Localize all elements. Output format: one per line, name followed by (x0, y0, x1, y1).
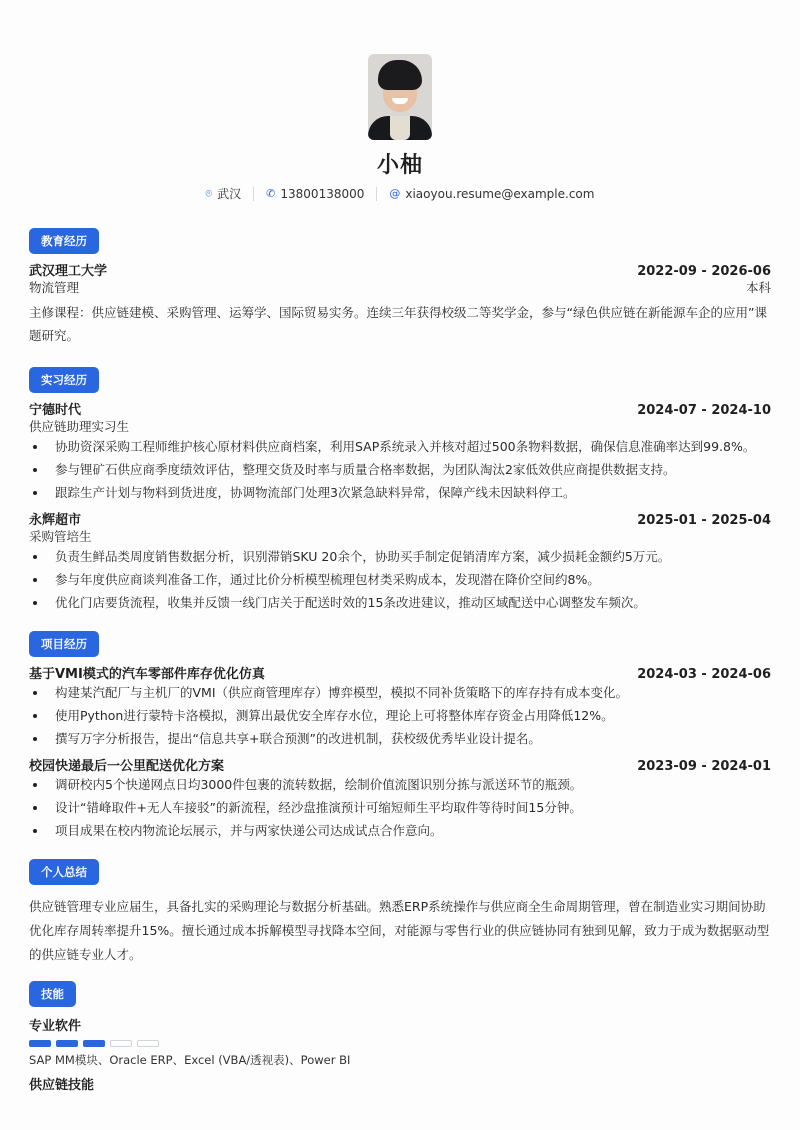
skills-section (29, 967, 771, 1093)
internship-date: 2025-01 - 2025-04 (637, 513, 771, 528)
phone-text: 13800138000 (280, 186, 365, 201)
bullet-item: 负责生鲜品类周度销售数据分析，识别滞销SKU 20余个，协助买手制定促销清库方案，减少损耗金额约5万元。 (29, 548, 771, 565)
skill-level-empty (137, 1040, 159, 1047)
skill-entry (29, 1015, 771, 1068)
email-text: xiaoyou.resume@example.com (405, 186, 595, 201)
bullet-item: 优化门店要货流程，收集并反馈一线门店关于配送时效的15条改进建议，推动区域配送中心调整发车频次。 (29, 594, 771, 611)
contact-location (206, 185, 242, 202)
bullet-item: 参与年度供应商谈判准备工作，通过比价分析模型梳理包材类采购成本，发现潜在降价空间约8%。 (29, 571, 771, 588)
skill-level-empty (110, 1040, 132, 1047)
bullet-item: 参与锂矿石供应商季度绩效评估，整理交货及时率与质量合格率数据，为团队淘汰2家低效供应商提供数据支持。 (29, 461, 771, 478)
bullet-list (29, 438, 771, 501)
bullet-item: 构建某汽配厂与主机厂的VMI（供应商管理库存）博弈模型，模拟不同补货策略下的库存持有成本变化。 (29, 684, 771, 701)
bullet-item: 撰写万字分析报告，提出“信息共享+联合预测”的改进机制，获校级优秀毕业设计提名。 (29, 730, 771, 747)
bullet-item: 项目成果在校内物流论坛展示，并与两家快递公司达成试点合作意向。 (29, 822, 771, 839)
skill-level-bars (29, 1040, 771, 1047)
education-date: 2022-09 - 2026-06 (637, 264, 771, 279)
project-date: 2024-03 - 2024-06 (637, 667, 771, 682)
skill-level-filled (29, 1040, 51, 1047)
section-title-projects: 项目经历 (29, 631, 99, 657)
project-name: 校园快递最后一公里配送优化方案 (29, 759, 225, 774)
project-entry (29, 755, 771, 839)
summary-section (29, 845, 771, 967)
education-entry (29, 260, 771, 347)
location-text: 武汉 (217, 187, 242, 201)
skill-description: SAP MM模块、Oracle ERP、Excel (VBA/透视表)、Power BI (29, 1053, 351, 1067)
education-section (29, 214, 771, 347)
internship-entry (29, 399, 771, 501)
contact-phone (266, 187, 364, 201)
project-date: 2023-09 - 2024-01 (637, 759, 771, 774)
avatar (368, 54, 432, 140)
location-pin-icon: ⌾ (205, 186, 213, 200)
divider (253, 187, 254, 201)
company-name: 宁德时代 (29, 403, 82, 418)
skill-entry (29, 1074, 771, 1093)
internship-section (29, 353, 771, 611)
section-title-education: 教育经历 (29, 228, 99, 254)
phone-icon: ✆ (266, 187, 276, 200)
divider (376, 187, 377, 201)
bullet-item: 设计“错峰取件+无人车接驳”的新流程，经沙盘推演预计可缩短师生平均取件等待时间15分钟。 (29, 799, 771, 816)
bullet-item: 跟踪生产计划与物料到货进度，协调物流部门处理3次紧急缺料异常，保障产线未因缺料停工。 (29, 484, 771, 501)
role: 供应链助理实习生 (29, 419, 130, 434)
section-title-summary: 个人总结 (29, 859, 99, 885)
at-sign-icon: @ (389, 187, 401, 200)
skill-title: 供应链技能 (29, 1078, 95, 1093)
resume-header (29, 0, 771, 202)
skill-level-filled (83, 1040, 105, 1047)
project-section (29, 617, 771, 839)
contact-email (389, 187, 594, 201)
bullet-list (29, 684, 771, 747)
school-name: 武汉理工大学 (29, 264, 108, 279)
company-name: 永辉超市 (29, 513, 82, 528)
contact-bar (29, 185, 771, 202)
bullet-list (29, 548, 771, 611)
bullet-list (29, 776, 771, 839)
project-entry (29, 663, 771, 747)
bullet-item: 使用Python进行蒙特卡洛模拟，测算出最优安全库存水位，理论上可将整体库存资金占用降低12%。 (29, 707, 771, 724)
major: 物流管理 (29, 280, 80, 295)
section-title-internship: 实习经历 (29, 367, 99, 393)
role: 采购管培生 (29, 529, 92, 544)
skill-level-filled (56, 1040, 78, 1047)
project-name: 基于VMI模式的汽车零部件库存优化仿真 (29, 667, 265, 682)
skill-title: 专业软件 (29, 1019, 82, 1034)
education-description: 主修课程：供应链建模、采购管理、运筹学、国际贸易实务。连续三年获得校级二等奖学金，参与“绿色供应链在新能源车企的应用”课题研究。 (29, 305, 767, 343)
section-title-skills: 技能 (29, 981, 76, 1007)
bullet-item: 协助资深采购工程师维护核心原材料供应商档案，利用SAP系统录入并核对超过500条物料数据，确保信息准确率达到99.8%。 (29, 438, 771, 455)
degree: 本科 (745, 280, 771, 295)
bullet-item: 调研校内5个快递网点日均3000件包裹的流转数据，绘制价值流图识别分拣与派送环节的瓶颈。 (29, 776, 771, 793)
candidate-name: 小柚 (376, 153, 423, 178)
summary-text: 供应链管理专业应届生，具备扎实的采购理论与数据分析基础。熟悉ERP系统操作与供应商全生命周期管理，曾在制造业实习期间协助优化库存周转率提升15%。擅长通过成本拆解模型寻找降本空间，对能源与零售行业的供应链协同有独到见解，致力于成为数据驱动型的供应链专业人才。 (29, 899, 770, 962)
internship-date: 2024-07 - 2024-10 (637, 403, 771, 418)
internship-entry (29, 509, 771, 611)
